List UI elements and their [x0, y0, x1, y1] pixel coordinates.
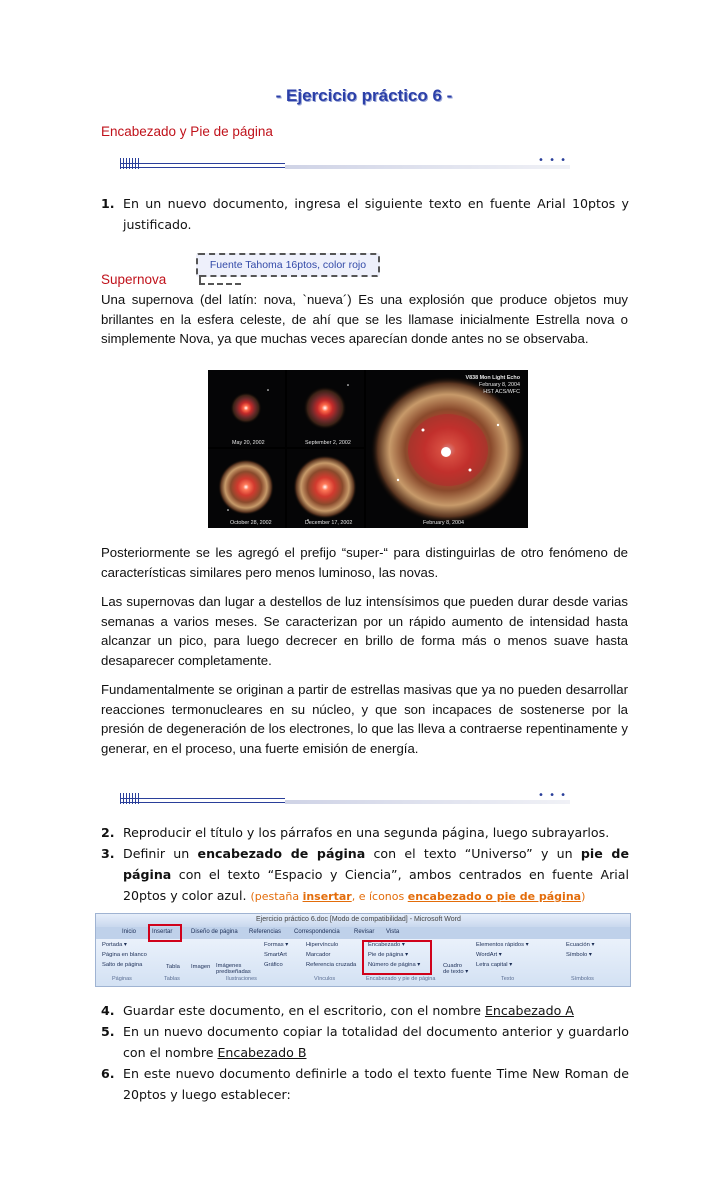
step-text: En este nuevo documento definirle a todo el texto fuente Time New Roman de 20ptos y luego establecer: — [123, 1066, 629, 1102]
tab-vista[interactable]: Vista — [386, 929, 400, 935]
imagenes-prediseniadas-button[interactable]: Imágenes prediseñadas — [216, 963, 251, 975]
smartart-button[interactable]: SmartArt — [264, 952, 287, 958]
group-label: Texto — [501, 976, 515, 982]
tab-inicio[interactable]: Inicio — [122, 929, 137, 935]
tab-correspondencia[interactable]: Correspondencia — [294, 929, 340, 935]
numero-pagina-button[interactable]: Número de página ▾ — [368, 962, 421, 968]
date-label: May 20, 2002 — [232, 440, 265, 446]
group-label: Ilustraciones — [226, 976, 257, 982]
referencia-cruzada-button[interactable]: Referencia cruzada — [306, 962, 357, 968]
tabla-button[interactable]: Tabla — [166, 964, 180, 970]
step-text: Guardar este documento, en el escritorio, con el nombre Encabezado A — [123, 1003, 574, 1018]
insertar-highlight — [148, 924, 182, 942]
divider-top: • • • — [120, 158, 570, 170]
step-number: 2. — [101, 825, 115, 840]
step-6 — [101, 1063, 629, 1105]
window-title: Ejercicio práctico 6.doc [Modo de compatibilidad] - Microsoft Word — [256, 916, 461, 923]
step-5 — [101, 1021, 629, 1063]
word-ribbon-screenshot — [95, 913, 631, 987]
formas-button[interactable]: Formas ▾ — [264, 942, 289, 948]
supernova-paragraph-3: Las supernovas dan lugar a destellos de luz intensísimos que pueden durar desde varias semanas a varios meses. Se caracterizan por un rápido aumento de intensidad hasta alcanzar un pico, para luego decrecer en brillo de forma más o menos suave hasta desaparecer completamente. — [101, 594, 628, 668]
date-label: February 8, 2004 — [423, 520, 465, 526]
group-label: Tablas — [164, 976, 180, 982]
hipervinculo-button[interactable]: Hipervínculo — [306, 942, 339, 948]
step-1 — [101, 193, 629, 235]
hint-text: (pestaña insertar, e íconos encabezado o pie de página) — [250, 890, 586, 903]
cuadro-texto-button[interactable]: Cuadro de texto ▾ — [443, 963, 469, 975]
encabezado-button[interactable]: Encabezado ▾ — [368, 942, 405, 948]
date-label: October 28, 2002 — [230, 520, 272, 526]
grafico-button[interactable]: Gráfico — [264, 962, 283, 968]
callout-tail — [199, 275, 241, 285]
date-label: September 2, 2002 — [305, 440, 351, 446]
group-label: Páginas — [112, 976, 132, 982]
tab-insertar[interactable]: Insertar — [152, 929, 173, 935]
pie-pagina-button[interactable]: Pie de página ▾ — [368, 952, 408, 958]
step-number: 1. — [101, 196, 115, 211]
pagina-blanco-button[interactable]: Página en blanco — [102, 952, 147, 958]
callout-note: Fuente Tahoma 16ptos, color rojo — [196, 253, 380, 277]
tab-diseno[interactable]: Diseño de página — [191, 929, 238, 935]
encabezado-highlight — [362, 940, 432, 975]
step-number: 3. — [101, 846, 115, 861]
step-4 — [101, 1000, 629, 1021]
step-2 — [101, 822, 629, 843]
group-label: Vínculos — [314, 976, 336, 982]
supernova-paragraph-1: Una supernova (del latín: nova, `nueva´) Es una explosión que produce objetos muy brillantes en la esfera celeste, de ahí que se les llamase inicialmente Estrella nova o simplemente Nova, ya que muchas veces aparecían donde antes no se observaba. — [101, 292, 628, 347]
image-title: V838 Mon Light Echo February 8, 2004 HST ACS/WFC — [465, 375, 520, 395]
supernova-paragraph-4: Fundamentalmente se originan a partir de estrellas masivas que ya no pueden desarrollar reacciones termonucleares en su núcleo, y que son incapaces de sostenerse por la presión de degeneración de los electrones, lo que las lleva a contraerse repentinamente y generar, en el proceso, una fuerte emisión de energía. — [101, 682, 628, 756]
salto-pagina-button[interactable]: Salto de página — [102, 962, 143, 968]
simbolo-button[interactable]: Símbolo ▾ — [566, 952, 592, 958]
elementos-rapidos-button[interactable]: Elementos rápidos ▾ — [476, 942, 529, 948]
tab-referencias[interactable]: Referencias — [249, 929, 282, 935]
step-number: 5. — [101, 1024, 115, 1039]
page-subtitle: Encabezado y Pie de página — [101, 124, 273, 139]
step-number: 4. — [101, 1003, 115, 1018]
step-number: 6. — [101, 1066, 115, 1081]
portada-button[interactable]: Portada ▾ — [102, 942, 127, 948]
step-text: Reproducir el título y los párrafos en una segunda página, luego subrayarlos. — [123, 825, 610, 840]
divider-middle: • • • — [120, 793, 570, 805]
page-title: - Ejercicio práctico 6 - — [275, 86, 453, 105]
tab-revisar[interactable]: Revisar — [354, 929, 375, 935]
group-label: Símbolos — [571, 976, 594, 982]
wordart-button[interactable]: WordArt ▾ — [476, 952, 502, 958]
supernova-image — [208, 370, 528, 528]
step-3 — [101, 843, 629, 907]
step-text: En un nuevo documento copiar la totalidad del documento anterior y guardarlo con el nombre Encabezado B — [123, 1024, 629, 1060]
step-text: Definir un encabezado de página con el texto “Universo” y un pie de página con el texto “Espacio y Ciencia”, ambos centrados en fuente Arial 20ptos y color azul. (pestaña insertar, e íconos encabezado o pie de página) — [123, 846, 629, 903]
marcador-button[interactable]: Marcador — [306, 952, 331, 958]
step-text: En un nuevo documento, ingresa el siguiente texto en fuente Arial 10ptos y justificado. — [123, 196, 629, 232]
imagen-button[interactable]: Imagen — [191, 964, 211, 970]
letra-capital-button[interactable]: Letra capital ▾ — [476, 962, 513, 968]
group-label: Encabezado y pie de página — [366, 976, 436, 982]
supernova-paragraph-2: Posteriormente se les agregó el prefijo “super-“ para distinguirlas de otro fenómeno de características similares pero menos luminoso, las novas. — [101, 545, 628, 580]
supernova-heading: Supernova — [101, 272, 167, 287]
date-label: December 17, 2002 — [305, 520, 353, 526]
ecuacion-button[interactable]: Ecuación ▾ — [566, 942, 595, 948]
